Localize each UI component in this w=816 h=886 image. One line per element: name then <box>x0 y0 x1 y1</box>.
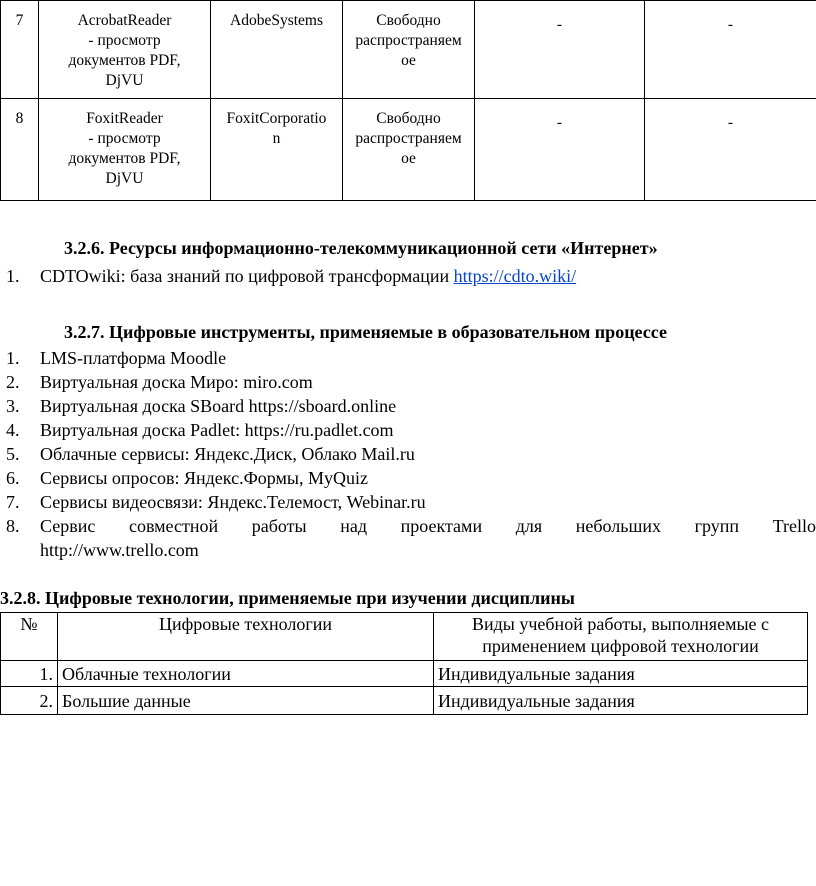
list-number: 2. <box>6 372 20 392</box>
cell-dash: - <box>475 99 645 201</box>
table-header-row <box>1 613 808 661</box>
list-item <box>6 394 816 418</box>
name-line: - просмотр <box>88 32 161 49</box>
section-heading-3-2-8: 3.2.8. Цифровые технологии, применяемые при изучении дисциплины <box>0 588 575 608</box>
software-table <box>0 0 816 201</box>
software-license <box>343 99 475 201</box>
list-item <box>6 490 816 514</box>
license-line: распространяем <box>355 32 462 49</box>
name-line: документов PDF, <box>68 52 181 69</box>
table-row <box>1 99 816 201</box>
list-number: 7. <box>6 492 20 512</box>
list-item <box>6 346 816 370</box>
technology-name: Большие данные <box>58 687 434 715</box>
header-number: № <box>1 613 58 661</box>
license-line: распространяем <box>355 130 462 147</box>
vendor-line: AdobeSystems <box>230 12 323 29</box>
list-text: Сервисы видеосвязи: Яндекс.Телемост, Webinar.ru <box>40 492 426 512</box>
name-line: документов PDF, <box>68 150 181 167</box>
list-text: Облачные сервисы: Яндекс.Диск, Облако Mail.ru <box>40 444 415 464</box>
work-kind: Индивидуальные задания <box>434 661 808 687</box>
name-line: DjVU <box>105 72 144 89</box>
digital-tools-list <box>6 346 816 562</box>
section-heading-3-2-6: 3.2.6. Ресурсы информационно-телекоммуникационной сети «Интернет» <box>64 238 658 258</box>
list-item <box>6 370 816 394</box>
list-text: LMS-платформа Moodle <box>40 348 227 368</box>
header-work-kinds <box>434 613 808 661</box>
list-item <box>6 466 816 490</box>
row-number: 2. <box>1 687 58 715</box>
software-license <box>343 1 475 99</box>
license-line: Свободно <box>376 110 441 127</box>
vendor-line: FoxitCorporatio <box>226 110 327 127</box>
header-technologies: Цифровые технологии <box>58 613 434 661</box>
name-line: - просмотр <box>88 130 161 147</box>
table-row <box>1 661 808 687</box>
license-line: Свободно <box>376 12 441 29</box>
cell-dash: - <box>475 1 645 99</box>
cell-dash: - <box>645 99 816 201</box>
cell-dash: - <box>645 1 816 99</box>
list-number: 1. <box>6 348 20 368</box>
list-item <box>6 418 816 442</box>
software-name <box>39 1 211 99</box>
list-item <box>6 264 796 288</box>
header-line: применением цифровой технологии <box>482 636 759 656</box>
software-vendor <box>211 1 343 99</box>
work-kind: Индивидуальные задания <box>434 687 808 715</box>
list-number: 8. <box>6 516 20 536</box>
name-line: DjVU <box>105 170 144 187</box>
list-text: Виртуальная доска Padlet: https://ru.padlet.com <box>40 420 394 440</box>
list-number: 5. <box>6 444 20 464</box>
list-item <box>6 514 816 562</box>
software-name <box>39 99 211 201</box>
list-number: 4. <box>6 420 20 440</box>
row-number: 1. <box>1 661 58 687</box>
table-row <box>1 687 808 715</box>
section-heading-3-2-7: 3.2.7. Цифровые инструменты, применяемые в образовательном процессе <box>64 322 667 342</box>
software-vendor <box>211 99 343 201</box>
digital-technologies-table <box>0 612 808 715</box>
vendor-line: n <box>272 130 281 147</box>
license-line: ое <box>401 150 416 167</box>
list-number: 6. <box>6 468 20 488</box>
internet-resources-list <box>6 264 796 288</box>
list-text: Сервисы опросов: Яндекс.Формы, MyQuiz <box>40 468 368 488</box>
table-row <box>1 1 816 99</box>
license-line: ое <box>401 52 416 69</box>
row-number: 8 <box>1 99 39 201</box>
technology-name: Облачные технологии <box>58 661 434 687</box>
cdto-wiki-link[interactable]: https://cdto.wiki/ <box>453 266 577 286</box>
list-text-continued: http://www.trello.com <box>40 540 199 560</box>
list-text: Сервис совместной работы над проектами для небольших групп Trello <box>40 516 816 536</box>
list-item <box>6 442 816 466</box>
list-text: CDTOwiki: база знаний по цифровой трансформации <box>40 266 454 286</box>
row-number: 7 <box>1 1 39 99</box>
header-line: Виды учебной работы, выполняемые с <box>471 614 770 634</box>
list-number: 3. <box>6 396 20 416</box>
list-number: 1. <box>6 266 20 286</box>
name-line: AcrobatReader <box>77 12 172 29</box>
name-line: FoxitReader <box>86 110 163 127</box>
list-text: Виртуальная доска Миро: miro.com <box>40 372 313 392</box>
list-text: Виртуальная доска SBoard https://sboard.online <box>40 396 397 416</box>
